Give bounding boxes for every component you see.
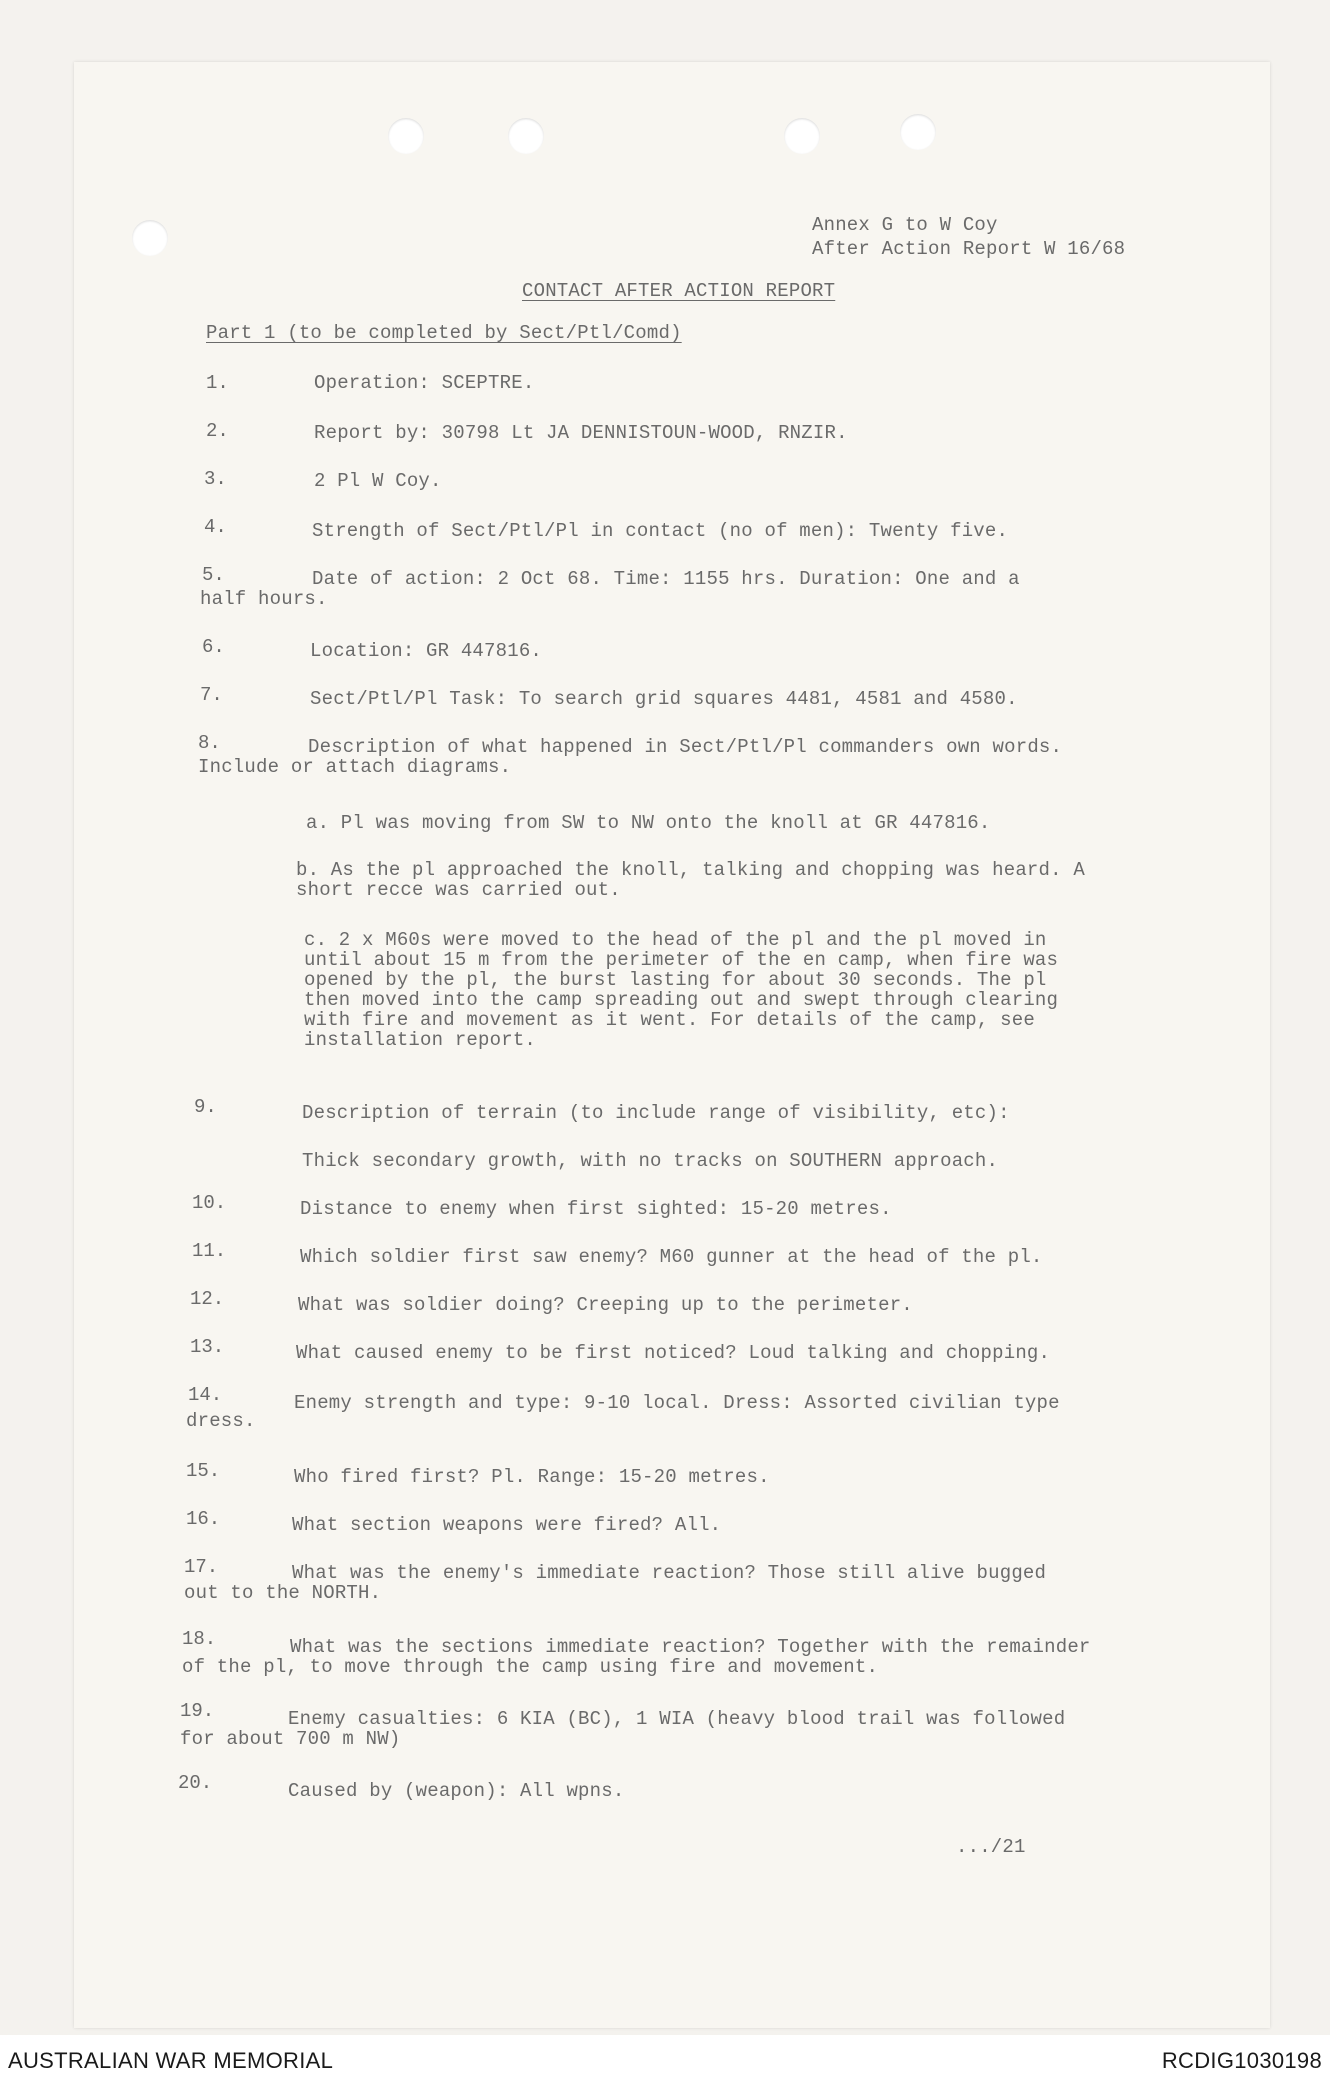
item-description-c: c. 2 x M60s were moved to the head of the pl and the pl moved in until about 15 m from the perimeter of the en camp, when fire was opened by the pl, the burst lasting for about 30 seconds. The pl then moved into the camp spreading out and swept through clearing with fire and movement as it went. For details of the camp, see installation report. xyxy=(304,930,1059,1051)
item-terrain: Description of terrain (to include range of visibility, etc): xyxy=(302,1102,1010,1124)
punch-hole xyxy=(132,220,168,256)
item-number: 19. xyxy=(180,1700,215,1722)
item-description-a: a. Pl was moving from SW to NW onto the knoll at GR 447816. xyxy=(306,812,991,834)
item-task: Sect/Ptl/Pl Task: To search grid squares 4481, 4581 and 4580. xyxy=(310,688,1018,710)
item-number: 4. xyxy=(204,516,227,538)
item-number: 12. xyxy=(190,1288,225,1310)
item-number: 5. xyxy=(202,564,225,586)
item-soldier-doing: What was soldier doing? Creeping up to the perimeter. xyxy=(298,1294,913,1316)
annex-line-2: After Action Report W 16/68 xyxy=(812,238,1126,260)
punch-hole xyxy=(388,118,424,154)
report-title: CONTACT AFTER ACTION REPORT xyxy=(522,280,836,302)
punch-hole xyxy=(784,118,820,154)
item-number: 8. xyxy=(198,732,221,754)
item-enemy-strength-cont: dress. xyxy=(186,1410,256,1432)
item-enemy-reaction: What was the enemy's immediate reaction? Those still alive bugged xyxy=(292,1562,1047,1584)
item-number: 11. xyxy=(192,1240,227,1262)
item-report-by: Report by: 30798 Lt JA DENNISTOUN-WOOD, RNZIR. xyxy=(314,422,848,444)
item-description: Description of what happened in Sect/Ptl/Pl commanders own words. xyxy=(308,736,1063,758)
item-first-noticed: What caused enemy to be first noticed? Loud talking and chopping. xyxy=(296,1342,1051,1364)
part-heading: Part 1 (to be completed by Sect/Ptl/Comd) xyxy=(206,322,682,344)
item-number: 14. xyxy=(188,1384,223,1406)
item-location: Location: GR 447816. xyxy=(310,640,543,662)
footer-record-id: RCDIG1030198 xyxy=(1161,2048,1322,2073)
item-number: 18. xyxy=(182,1628,217,1650)
item-distance: Distance to enemy when first sighted: 15-20 metres. xyxy=(300,1198,892,1220)
item-first-saw: Which soldier first saw enemy? M60 gunner at the head of the pl. xyxy=(300,1246,1043,1268)
item-description-cont: Include or attach diagrams. xyxy=(198,756,512,778)
item-number: 10. xyxy=(192,1192,227,1214)
footer-archive-name: AUSTRALIAN WAR MEMORIAL xyxy=(8,2048,334,2073)
item-number: 2. xyxy=(206,420,229,442)
item-unit: 2 Pl W Coy. xyxy=(314,470,442,492)
item-enemy-strength: Enemy strength and type: 9-10 local. Dress: Assorted civilian type xyxy=(294,1392,1060,1414)
item-fired-first: Who fired first? Pl. Range: 15-20 metres. xyxy=(294,1466,770,1488)
item-number: 1. xyxy=(206,372,229,394)
item-weapons-fired: What section weapons were fired? All. xyxy=(292,1514,722,1536)
punch-hole xyxy=(508,118,544,154)
item-enemy-casualties: Enemy casualties: 6 KIA (BC), 1 WIA (heavy blood trail was followed xyxy=(288,1708,1066,1730)
item-terrain-answer: Thick secondary growth, with no tracks on SOUTHERN approach. xyxy=(302,1150,999,1172)
item-enemy-reaction-cont: out to the NORTH. xyxy=(184,1582,382,1604)
item-number: 20. xyxy=(178,1772,213,1794)
page-continuation: .../21 xyxy=(956,1836,1026,1858)
item-number: 7. xyxy=(200,684,223,706)
punch-hole xyxy=(900,114,936,150)
item-caused-by: Caused by (weapon): All wpns. xyxy=(288,1780,625,1802)
item-number: 9. xyxy=(194,1096,217,1118)
item-number: 13. xyxy=(190,1336,225,1358)
item-date-of-action: Date of action: 2 Oct 68. Time: 1155 hrs. Duration: One and a xyxy=(312,568,1020,590)
annex-line-1: Annex G to W Coy xyxy=(812,214,998,236)
item-operation: Operation: SCEPTRE. xyxy=(314,372,535,394)
item-date-of-action-cont: half hours. xyxy=(200,588,328,610)
item-number: 3. xyxy=(204,468,227,490)
item-number: 17. xyxy=(184,1556,219,1578)
item-enemy-casualties-cont: for about 700 m NW) xyxy=(180,1728,401,1750)
item-strength: Strength of Sect/Ptl/Pl in contact (no of men): Twenty five. xyxy=(312,520,1009,542)
item-number: 6. xyxy=(202,636,225,658)
item-number: 15. xyxy=(186,1460,221,1482)
item-section-reaction-cont: of the pl, to move through the camp using fire and movement. xyxy=(182,1656,879,1678)
item-section-reaction: What was the sections immediate reaction? Together with the remainder xyxy=(290,1636,1091,1658)
item-number: 16. xyxy=(186,1508,221,1530)
item-description-b: b. As the pl approached the knoll, talking and chopping was heard. A short recce was carried out. xyxy=(296,859,1085,901)
